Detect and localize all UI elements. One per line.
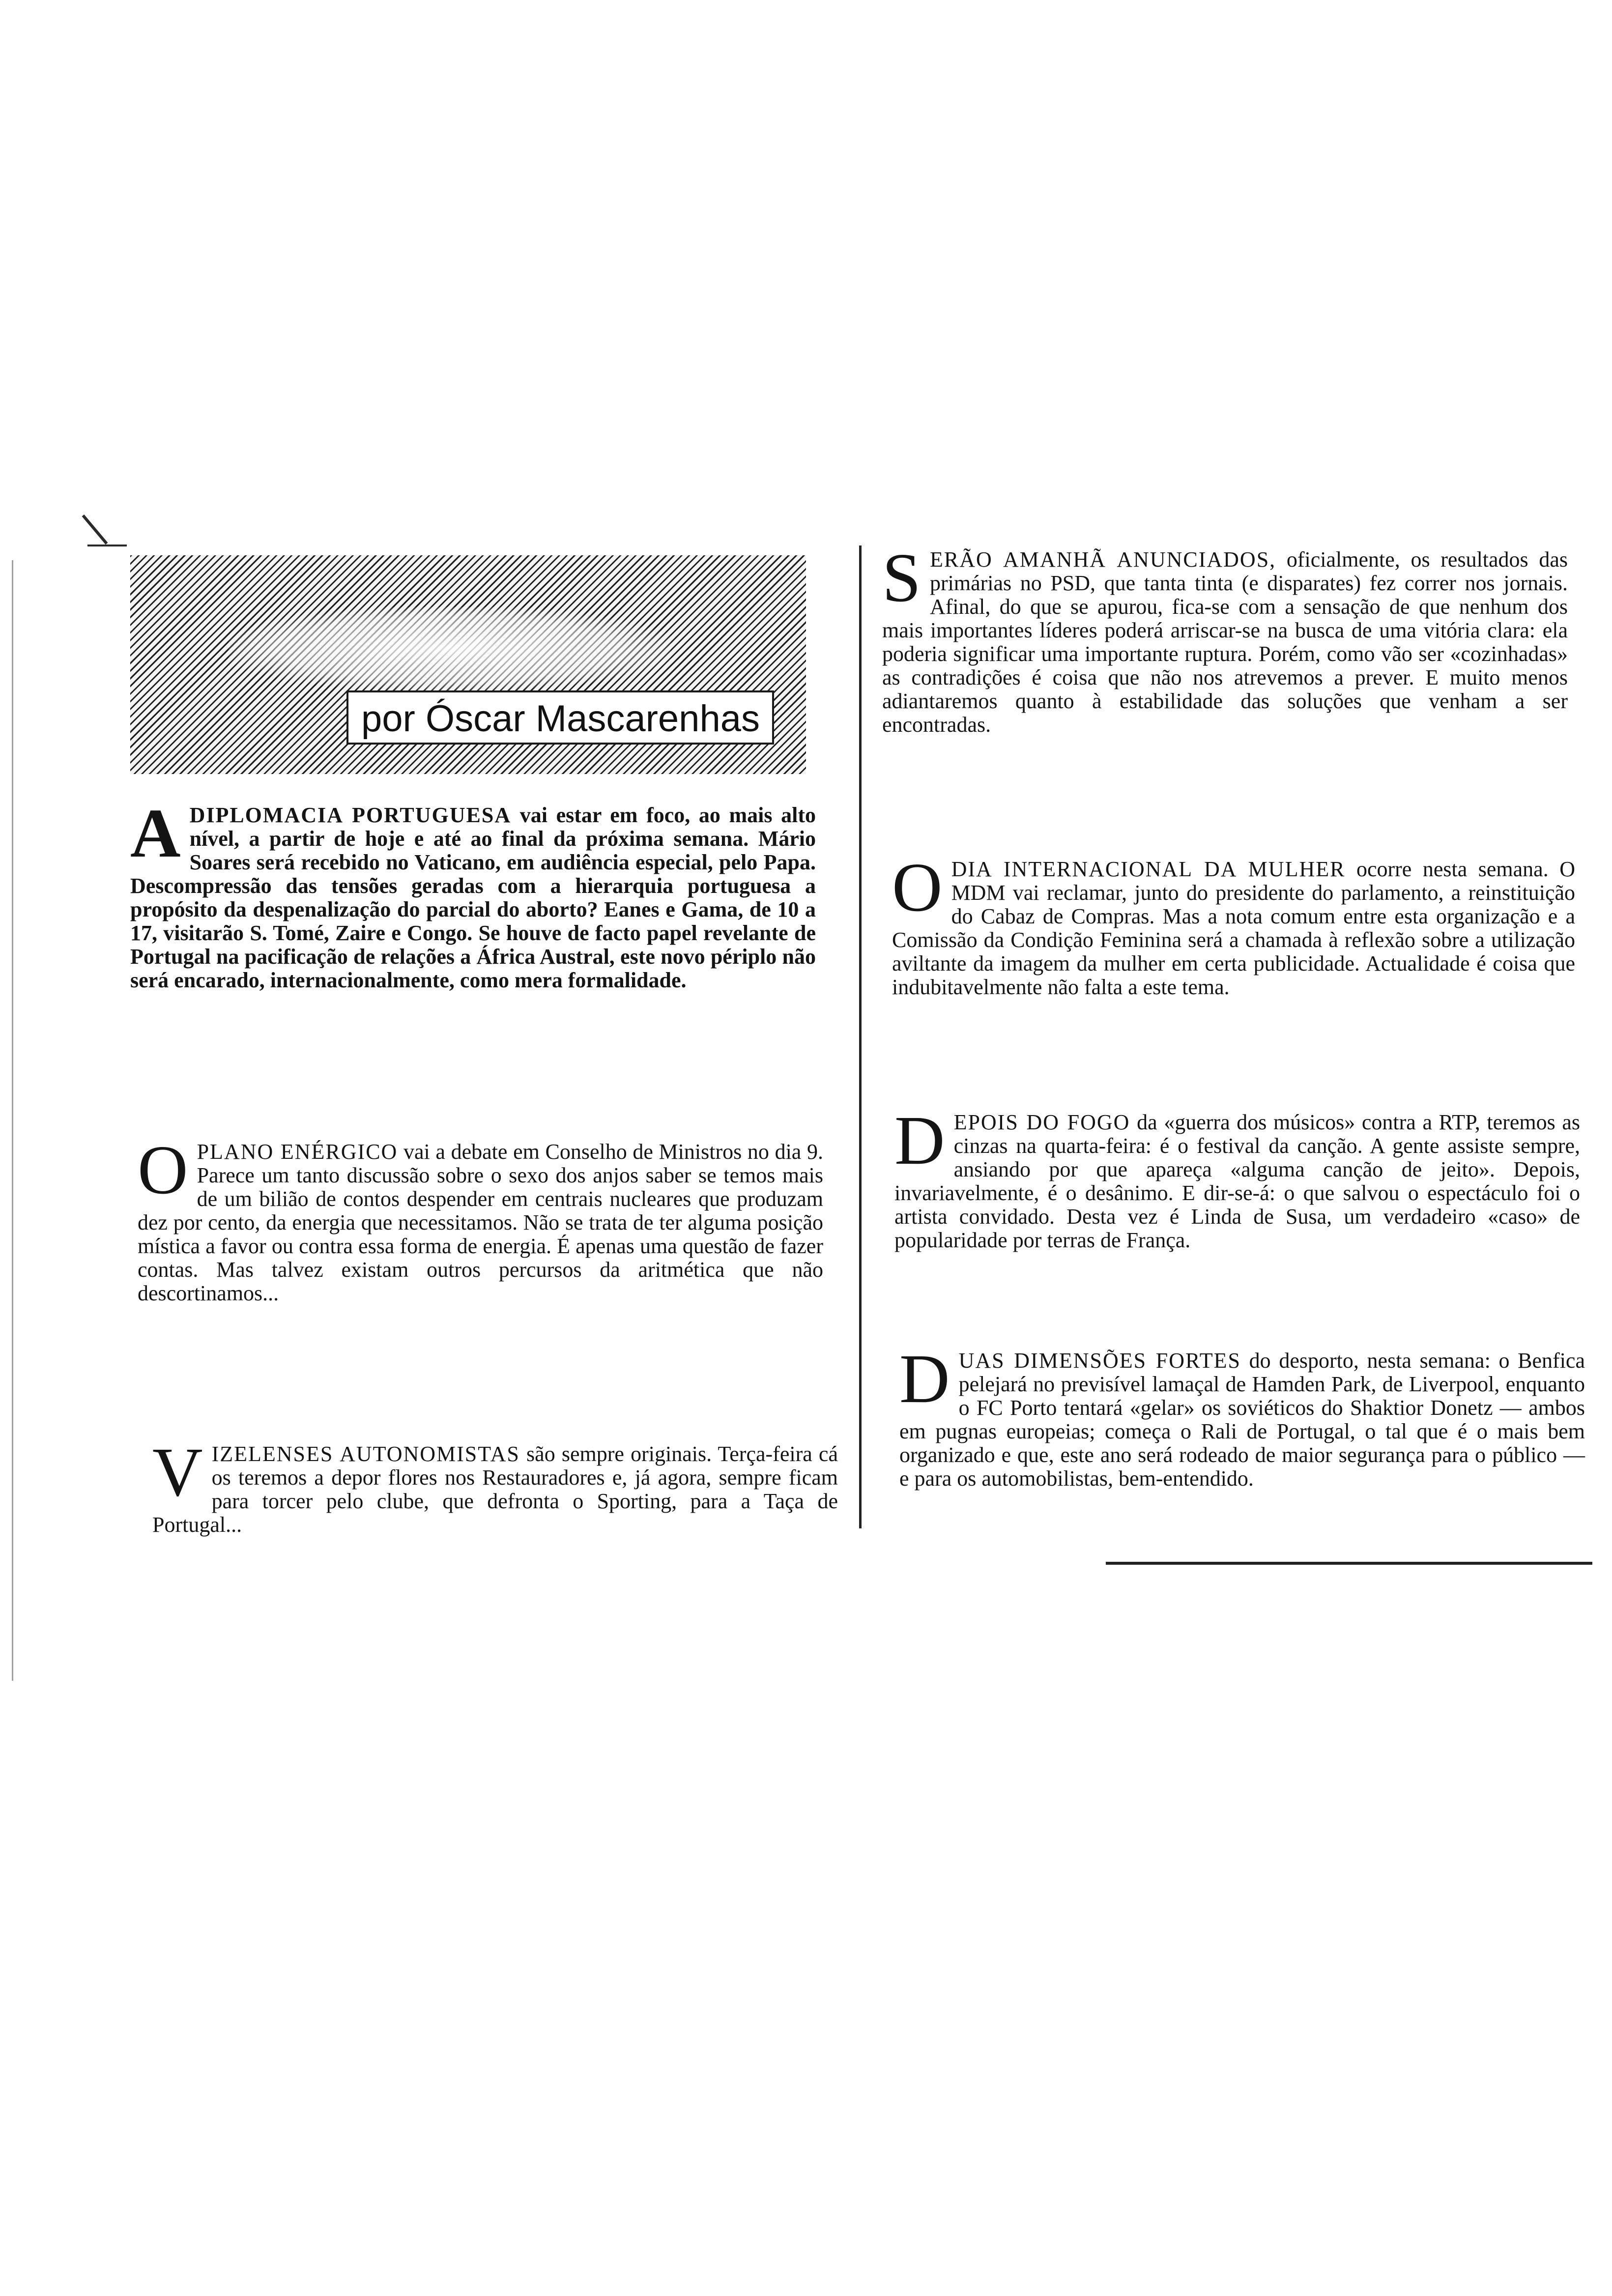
article-body: vai a debate em Conselho de Ministros no dia 9. Parece um tanto discussão sobre o sexo dos anjos saber se temos mais de um bilião de contos despender em centrais nucleares que produzam dez por cento, da energia que necessitamos. Não se trata de ter alguma posição mística a favor ou contra essa forma de energia. É apenas uma questão de fazer contas. Mas talvez existam outros percursos da aritmética que não descortinamos... <box>138 1140 823 1305</box>
article-lead: ERÃO AMANHÃ ANUNCIADOS, <box>929 547 1276 572</box>
dropcap: O <box>892 848 943 926</box>
scan-margin-line <box>12 560 13 1681</box>
article-lead: DIA INTERNACIONAL DA MULHER <box>951 857 1346 881</box>
column-title-graphic <box>229 607 671 690</box>
scan-mark-corner-tail <box>87 545 127 546</box>
article-lead: EPOIS DO FOGO <box>953 1110 1130 1134</box>
article-body: oficialmente, os resultados das primárias no PSD, que tanta tinta (e disparates) fez correr nos jornais. Afinal, do que se apurou, fica-se com a sensação de que nenhum dos mais importantes líderes poderá arriscar-se na busca de uma vitória clara: ela poderia significar uma importante ruptura. Porém, como vão ser «cozinhadas» as contradições é coisa que não nos atrevemos a prever. E muito menos adiantaremos quanto à estabilidade das soluções que venham a ser encontradas. <box>882 547 1568 737</box>
article-body: são sempre originais. Terça-feira cá os teremos a depor flores nos Restauradores e, já agora, sempre ficam para torcer pelo clube, que defronta o Sporting, para a Taça de Portugal... <box>152 1442 838 1537</box>
dropcap: S <box>882 539 921 616</box>
column-divider <box>859 545 862 1528</box>
dropcap: A <box>130 794 181 872</box>
article-body: do desporto, nesta semana: o Benfica pelejará no previsível lamaçal de Hamden Park, de Liverpool, enquanto o FC Porto tentará «gelar» os soviéticos do Shaktior Donetz — ambos em pugnas europeias; começa o Rali de Portugal, o tal que é o mais bem organizado e que, este ano será rodeado de maior segurança para o público — e para os automobilistas, bem-entendido. <box>899 1349 1585 1491</box>
dropcap: V <box>152 1433 203 1511</box>
article-lead: DIPLOMACIA PORTUGUESA <box>189 803 512 827</box>
article-body: da «guerra dos músicos» contra a RTP, teremos as cinzas na quarta-feira: é o festival da canção. A gente assiste sempre, ansiando por que apareça «alguma canção de jeito». Depois, invariavelmente, é o desânimo. E dir-se-á: o que salvou o espectáculo foi o artista convidado. Desta vez é Linda de Susa, um verdadeiro «caso» de popularidade por terras de França. <box>894 1110 1580 1252</box>
article-lead: UAS DIMENSÕES FORTES <box>958 1349 1241 1373</box>
byline: por Óscar Mascarenhas <box>346 690 774 745</box>
end-rule <box>1106 1562 1592 1565</box>
article-diplomacia <box>130 794 816 992</box>
article-body: ocorre nesta semana. O MDM vai reclamar, junto do presidente do parlamento, a reinstituição do Cabaz de Compras. Mas a nota comum entre esta organização e a Comissão da Condição Feminina será a chamada à reflexão sobre a utilização aviltante da imagem da mulher em certa publicidade. Actualidade é coisa que indubitavelmente não falta a este tema. <box>892 857 1576 999</box>
article-vizelenses <box>152 1433 838 1537</box>
scan-mark-corner <box>82 515 108 545</box>
dropcap: O <box>138 1131 188 1208</box>
column-header-box <box>130 555 806 774</box>
article-lead: PLANO ENÉRGICO <box>197 1140 398 1164</box>
dropcap: D <box>894 1101 945 1179</box>
article-primarias-psd <box>882 539 1568 737</box>
article-desporto <box>899 1340 1585 1491</box>
article-dia-mulher <box>892 848 1576 999</box>
article-lead: IZELENSES AUTONOMISTAS <box>211 1442 520 1466</box>
article-festival-cancao <box>894 1101 1580 1252</box>
article-plano-energico <box>138 1131 823 1305</box>
article-body: vai estar em foco, ao mais alto nível, a partir de hoje e até ao final da próxima semana. Mário Soares será recebido no Vaticano, em audiência especial, pelo Papa. Descompressão das tensões geradas com a hierarquia portuguesa a propósito da despenalização do parcial do aborto? Eanes e Gama, de 10 a 17, visitarão S. Tomé, Zaire e Congo. Se houve de facto papel revelante de Portugal na pacificação de relações a África Austral, este novo périplo não será encarado, internacionalmente, como mera formalidade. <box>130 803 816 992</box>
dropcap: D <box>899 1340 950 1417</box>
